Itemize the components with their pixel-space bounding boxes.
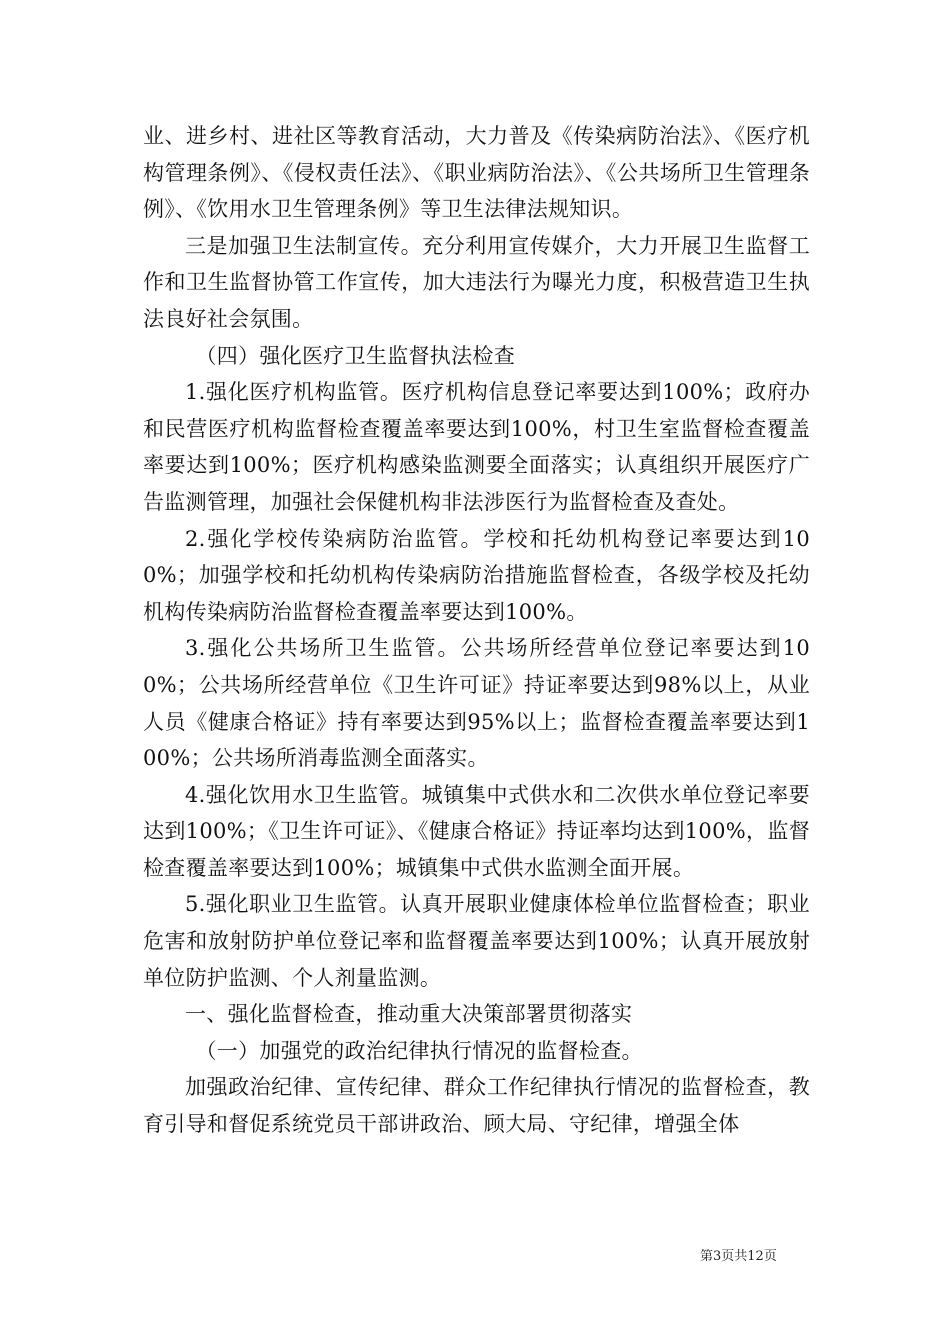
subsection-heading-one: （一）加强党的政治纪律执行情况的监督检查。 xyxy=(195,1038,643,1063)
paragraph-discipline: 加强政治纪律、宣传纪律、群众工作纪律执行情况的监督检查，教育引导和督促系统党员干部讲政治、顾大局、守纪律，增强全体 xyxy=(143,1075,810,1137)
paragraph-continuation: 业、进乡村、进社区等教育活动，大力普及《传染病防治法》、《医疗机构管理条例》、《侵权责任法》、《职业病防治法》、《公共场所卫生管理条例》、《饮用水卫生管理条例》等卫生法律法规知识。 xyxy=(143,124,810,222)
paragraph-legal-publicity: 三是加强卫生法制宣传。充分利用宣传媒介，大力开展卫生监督工作和卫生监督协管工作宣传，加大违法行为曝光力度，积极营造卫生执法良好社会氛围。 xyxy=(143,233,810,331)
paragraph-item-2: 2.强化学校传染病防治监管。学校和托幼机构登记率要达到100%；加强学校和托幼机构传染病防治措施监督检查，各级学校及托幼机构传染病防治监督检查覆盖率要达到100%。 xyxy=(143,526,810,624)
document-body xyxy=(143,118,810,1143)
section-heading-four: （四）强化医疗卫生监督执法检查 xyxy=(195,343,515,368)
paragraph-item-4: 4.强化饮用水卫生监管。城镇集中式供水和二次供水单位登记率要达到100%；《卫生许可证》、《健康合格证》持证率均达到100%，监督检查覆盖率要达到100%；城镇集中式供水监测全面开展。 xyxy=(143,782,810,880)
page-number-footer: 第3页共12页 xyxy=(700,1249,777,1264)
paragraph-item-1: 1.强化医疗机构监管。医疗机构信息登记率要达到100%；政府办和民营医疗机构监督检查覆盖率要达到100%，村卫生室监督检查覆盖率要达到100%；医疗机构感染监测要全面落实；认真组织开展医疗广告监测管理，加强社会保健机构非法涉医行为监督检查及查处。 xyxy=(143,380,810,514)
paragraph-item-5: 5.强化职业卫生监管。认真开展职业健康体检单位监督检查；职业危害和放射防护单位登记率和监督覆盖率要达到100%；认真开展放射单位防护监测、个人剂量监测。 xyxy=(143,892,810,990)
paragraph-item-3: 3.强化公共场所卫生监管。公共场所经营单位登记率要达到100%；公共场所经营单位《卫生许可证》持证率要达到98%以上，从业人员《健康合格证》持有率要达到95%以上；监督检查覆盖率要达到100%；公共场所消毒监测全面落实。 xyxy=(143,636,810,771)
section-heading-one: 一、强化监督检查，推动重大决策部署贯彻落实 xyxy=(185,1002,633,1027)
